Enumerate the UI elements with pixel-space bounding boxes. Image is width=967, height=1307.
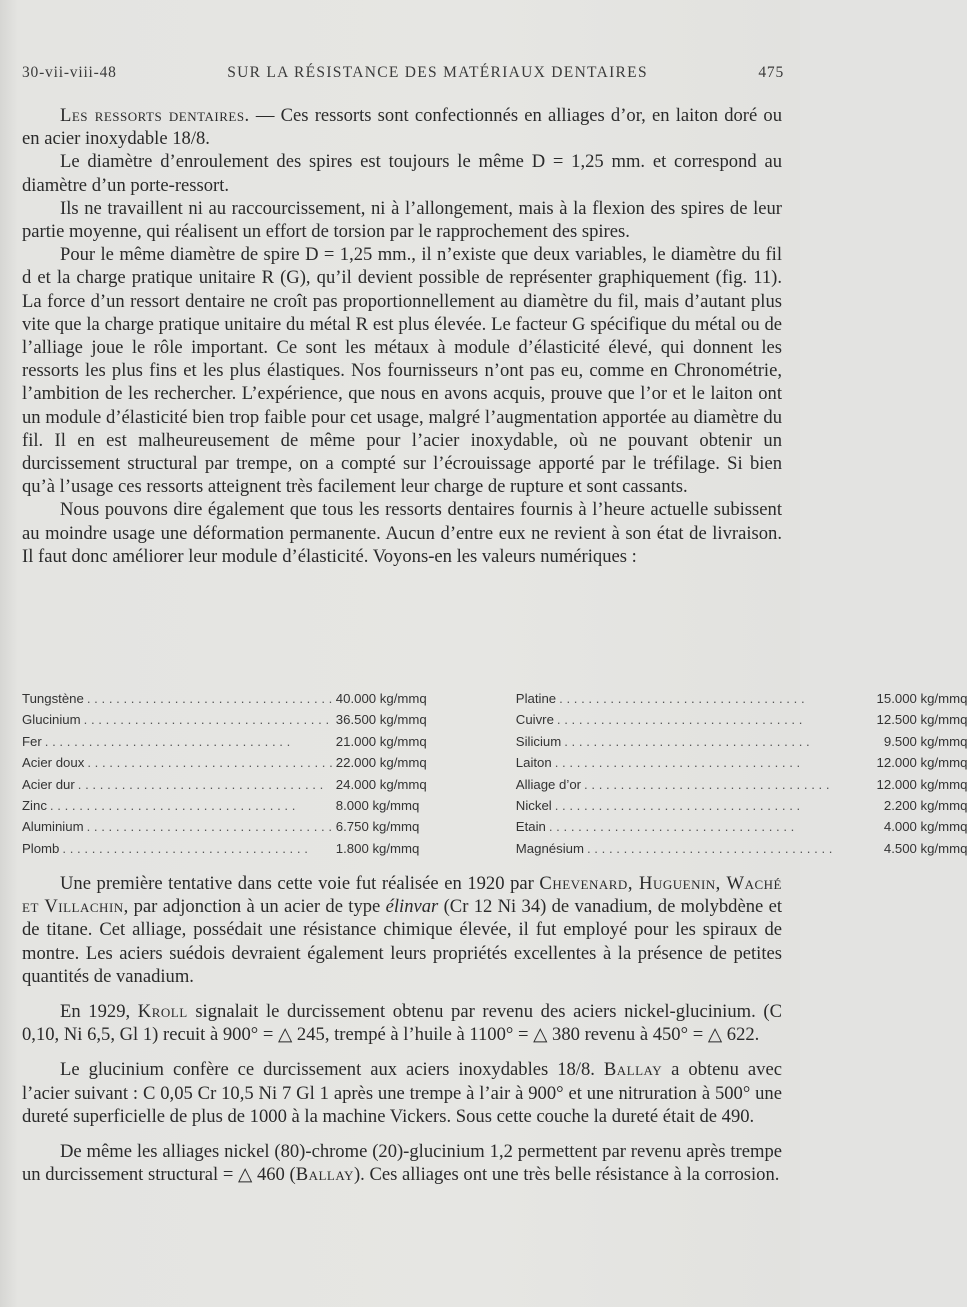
paragraph-2: Le diamètre d’enroulement des spires est toujours le même D = 1,25 mm. et correspond au diamètre d’un porte-ressort. [22,151,782,196]
p9-author: Ballay [295,1164,354,1186]
p6-alloy: élinvar [385,896,439,918]
table-row [22,731,476,752]
table-row [22,774,476,795]
table-row [516,774,967,795]
table-row [516,731,967,752]
material-value: 21.000 kg/mmq [335,733,427,749]
table-row [22,709,476,730]
material-value: 22.000 kg/mmq [335,755,427,771]
material-name: Platine [515,691,557,706]
material-name: Magnésium [515,840,584,856]
material-name: Fer [22,733,42,749]
paragraph-7 [22,1000,782,1046]
table-row [22,795,476,816]
paragraph-5: Nous pouvons dire également que tous les ressorts dentaires fournis à l’heure actuelle subissent au moindre usage une déformation permanente. Aucun d’entre eux ne revient à son état de livraison. Il faut donc améliorer leur module d’élasticité. Voyons-en les valeurs numériques : [22,499,782,567]
material-value: 12.000 kg/mmq [876,776,967,792]
material-value: 4.000 kg/mmq [883,819,967,835]
material-value: 9.500 kg/mmq [883,733,967,749]
table-row [516,752,967,773]
material-name: Zinc [22,798,47,814]
p6-part-b: , par adjonction à un acier de type [123,896,386,918]
table-row [22,838,476,859]
material-value: 12.000 kg/mmq [876,755,967,771]
material-name: Acier dur [22,776,75,792]
paragraph-4: Pour le même diamètre de spire D = 1,25 mm., il n’existe que deux variables, le diamètre du fil d et la charge pratique unitaire R (G), qu’il devient possible de représenter graphiquement (fig. 11). La force d’un ressort dentaire ne croît pas proportionnellement au diamètre du fil, mais d’autant plus vite que la charge pratique unitaire du métal R est plus élevée. Le facteur G spécifique du métal ou de l’alliage joue le rôle important. Ce sont les métaux à module d’élasticité élevé, qui donnent les ressorts les plus fins et les plus élastiques. Nos fournisseurs n’ont pas eu, comme en Chronométrie, l’ambition de les rechercher. L’expérience, que nous en avons acquis, prouve que l’or et le laiton ont un module d’élasticité bien trop faible pour cet usage, malgré l’augmentation apportée au diamètre du fil. Il en est malheureusement de même pour l’acier inoxydable, où ne pouvant obtenir un durcissement structural par trempe, on a compté sur l’écrouissage apporté par le tréfilage. Si bien qu’à l’usage ces ressorts atteignent très facilement leur charge de rupture et sont cassants. [22,244,782,498]
body-text-bottom [22,872,782,1186]
header-title: SUR LA RÉSISTANCE DES MATÉRIAUX DENTAIRES [227,64,648,81]
material-name: Cuivre [515,712,554,728]
p8-author: Ballay [603,1059,663,1081]
paragraph-1 [22,104,782,150]
material-name: Nickel [515,798,552,814]
material-value: 1.800 kg/mmq [335,840,420,856]
material-value: 15.000 kg/mmq [876,691,967,706]
material-name: Silicium [515,733,562,749]
page-number: 475 [758,64,784,81]
paragraph-1-text: — Ces ressorts sont confectionnés en alliages d’or, en laiton doré ou en acier inoxydable 18/8. [22,105,783,150]
material-value: 24.000 kg/mmq [335,776,427,792]
material-value: 2.200 kg/mmq [883,798,967,814]
paragraph-3: Ils ne travaillent ni au raccourcissement, ni à l’allongement, mais à la flexion des spires de leur partie moyenne, qui réalisent un effort de torsion par le rapprochement des spires. [22,197,782,243]
material-name: Acier doux [22,755,85,771]
table-row [516,795,967,816]
running-header [22,64,784,82]
p7-author: Kroll [137,1001,188,1023]
table-row [22,688,476,709]
material-name: Plomb [22,840,60,856]
material-value: 8.000 kg/mmq [335,798,420,814]
material-value: 36.500 kg/mmq [335,712,427,728]
table-row [516,838,967,859]
material-value: 12.500 kg/mmq [876,712,967,728]
p7-part-a: En 1929, [60,1001,138,1023]
p9-part-a: De même les alliages nickel (80)-chrome (20)-glucinium 1,2 permettent par revenu après trempe un durcissement structural = △ 460 ( [22,1141,782,1186]
body-text-top [22,104,782,568]
table-row [516,688,967,709]
table-row [22,816,476,837]
table-row [22,752,476,773]
table-column-right [516,688,967,859]
material-name: Aluminium [22,819,84,835]
paragraph-8 [22,1058,782,1128]
material-name: Etain [515,819,546,835]
material-name: Tungstène [22,691,84,706]
material-name: Alliage d’or [515,776,582,792]
paragraph-6 [22,872,782,988]
header-date: 30-vii-viii-48 [22,64,117,81]
material-value: 40.000 kg/mmq [335,691,427,706]
p6-part-c: (Cr 12 Ni 34) de vanadium, de molybdène et de titane. Cet alliage, possédait une résistance chimique élevée, il fut employé pour les spiraux de montre. Les aciers suédois devraient également leurs propriétés excellentes à la présence de petites quantités de vanadium. [22,896,782,987]
p6-authors: Chevenard, Huguenin, Waché et Villachin [22,873,782,918]
p9-part-b: ). Ces alliages ont une très belle résistance à la corrosion. [353,1164,780,1186]
section-lead: Les ressorts dentaires. [60,105,250,126]
material-value: 4.500 kg/mmq [883,840,967,856]
p8-part-a: Le glucinium confère ce durcissement aux aciers inoxydables 18/8. [60,1059,604,1081]
elasticity-table [22,688,967,859]
table-column-left [22,688,476,859]
paragraph-9 [22,1140,782,1186]
table-row [516,709,967,730]
material-value: 6.750 kg/mmq [335,819,420,835]
material-name: Laiton [515,755,552,771]
material-name: Glucinium [22,712,81,728]
table-row [516,816,967,837]
p6-part-a: Une première tentative dans cette voie fut réalisée en 1920 par [60,873,540,894]
p7-part-b: signalait le durcissement obtenu par revenu des aciers nickel-glucinium. (C 0,10, Ni 6,5, Gl 1) recuit à 900° = △ 245, trempé à l’huile à 1100° = △ 380 revenu à 450° = △ 622. [22,1001,782,1046]
p8-part-b: a obtenu avec l’acier suivant : C 0,05 Cr 10,5 Ni 7 Gl 1 après une trempe à l’air à 900° et une nitruration à 500° une dureté superficielle de plus de 1000 à la machine Vickers. Sous cette couche la dureté était de 490. [22,1059,782,1127]
